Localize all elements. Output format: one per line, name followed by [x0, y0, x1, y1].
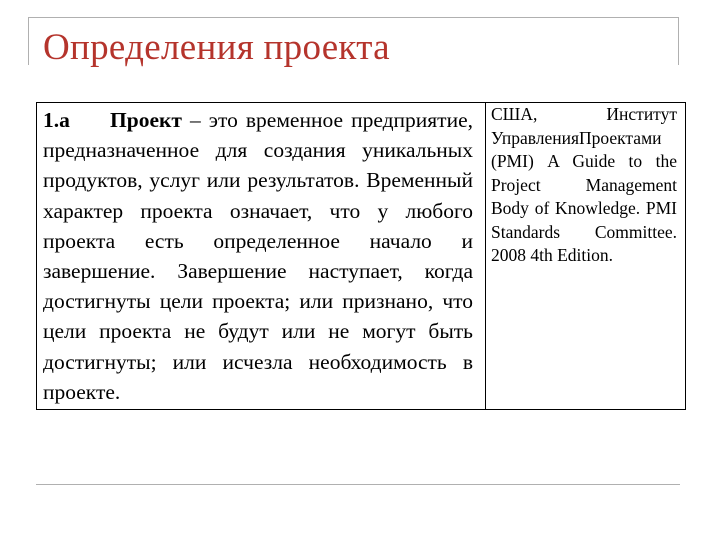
- slide-title: Определения проекта: [43, 27, 390, 68]
- bottom-divider: [36, 484, 680, 485]
- slide-frame-right-line: [678, 17, 679, 65]
- definition-term: Проект: [110, 108, 182, 132]
- definition-text: – это временное предприятие, предназначенное для создания уникальных продуктов, услуг или результатов. Временный характер проекта означает, что у любого проекта есть определенное начало и завершение. Завершение наступает, когда достигнуты цели проекта; или признано, что цели проекта не будут или не могут быть достигнуты; или исчезла необходимость в проекте.: [43, 108, 473, 404]
- source-cell: [486, 103, 686, 410]
- definition-table: [36, 102, 686, 410]
- definition-number: 1.а: [43, 108, 70, 132]
- slide-frame-left-line: [28, 17, 29, 65]
- source-citation: США, Институт УправленияПроектами (PMI) A Guide to the Project Management Body of Knowledge. PMI Standards Committee. 2008 4th Edition.: [491, 104, 677, 265]
- definition-cell: [37, 103, 486, 410]
- slide-frame-top-line: [28, 17, 678, 18]
- definition-row: [37, 103, 686, 410]
